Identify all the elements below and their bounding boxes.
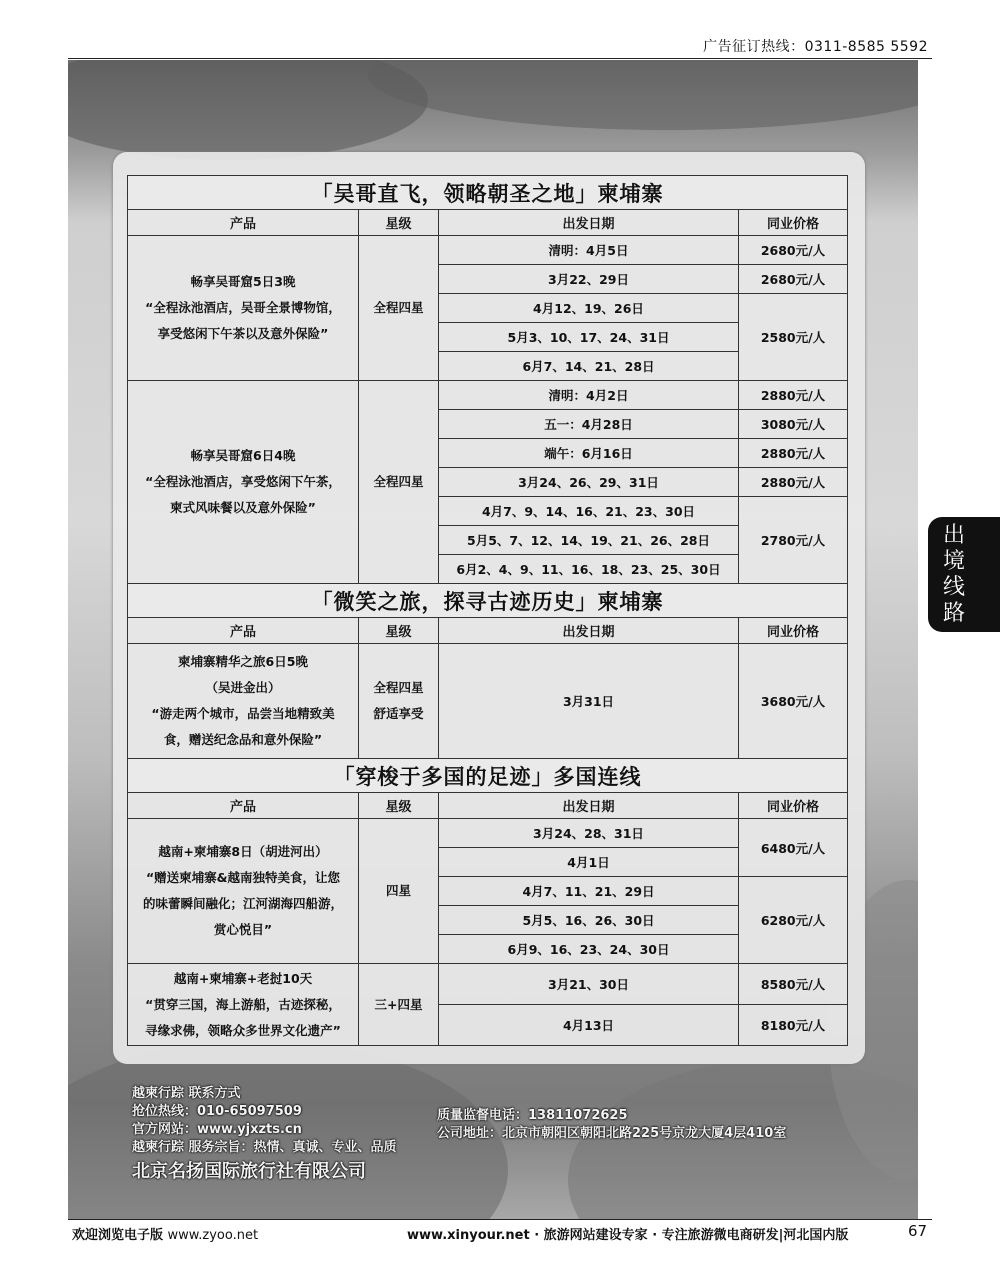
star-cell [359,236,439,381]
header-row [128,618,848,644]
contact-block-right [437,1107,786,1143]
cell-line: 四星 [385,883,411,898]
header-hotline: 广告征订热线：0311-8585 5592 [703,39,928,55]
quality-phone: 质量监督电话：13811072625 [437,1108,628,1123]
footer-left [72,1224,258,1243]
header-price: 同业价格 [739,210,848,236]
side-tab-label: 出境线路 [942,523,965,626]
date-cell: 5月5、16、26、30日 [439,906,739,935]
contact-website[interactable]: 官方网站：www.yjxzts.cn [132,1122,302,1137]
table-row [128,381,848,410]
header-price: 同业价格 [739,618,848,644]
date-cell: 3月24、28、31日 [439,819,739,848]
date-cell: 6月7、14、21、28日 [439,352,739,381]
star-cell [359,819,439,964]
cell-line: “赠送柬埔寨&越南独特美食，让您 [145,870,341,885]
price-cell: 2680元/人 [739,265,848,294]
date-cell: 3月31日 [439,644,739,759]
price-cell: 3080元/人 [739,410,848,439]
cell-line: 食，赠送纪念品和意外保险” [163,732,323,747]
product-cell [128,964,359,1046]
date-cell: 端午：6月16日 [439,439,739,468]
table-row [128,819,848,848]
header-product: 产品 [128,618,359,644]
date-cell: 4月7、11、21、29日 [439,877,739,906]
contact-block [132,1085,397,1181]
star-cell [359,644,439,759]
cell-line: 的味蕾瞬间融化；江河湖海四船游， [142,896,343,911]
date-cell: 5月5、7、12、14、19、21、26、28日 [439,526,739,555]
header-star: 星级 [359,618,439,644]
cell-line: 享受悠闲下午茶以及意外保险” [157,326,329,341]
cell-line: 越南+柬埔寨+老挝10天 [173,970,313,986]
header-date: 出发日期 [439,210,739,236]
section-title: 「穿梭于多国的足迹」多国连线 [128,759,848,793]
date-cell: 清明：4月5日 [439,236,739,265]
date-cell: 五一：4月28日 [439,410,739,439]
date-cell: 3月22、29日 [439,265,739,294]
table-row [128,644,848,759]
price-cell: 2880元/人 [739,468,848,497]
price-table [127,175,848,1046]
price-cell: 6280元/人 [739,877,848,964]
date-cell: 4月1日 [439,848,739,877]
price-cell: 2680元/人 [739,236,848,265]
contact-heading: 越柬行踪 联系方式 [132,1086,241,1101]
header-row [128,210,848,236]
header-star: 星级 [359,793,439,819]
footer-left-label: 欢迎浏览电子版 [72,1228,164,1243]
section-title-row [128,759,848,793]
cell-line: 柬式风味餐以及意外保险” [170,500,316,515]
section-title-row [128,176,848,210]
cell-line: 柬埔寨精华之旅6日5晚 [178,654,308,669]
footer-rule [68,1219,932,1220]
price-cell: 2780元/人 [739,497,848,584]
cell-line: 寻缘求佛，领略众多世界文化遗产” [145,1022,341,1038]
contact-hotline: 抢位热线：010-65097509 [132,1104,302,1119]
cell-line: “贯穿三国，海上游船，古迹探秘， [145,996,341,1012]
product-cell [128,381,359,584]
star-cell [359,381,439,584]
company-address: 公司地址：北京市朝阳区朝阳北路225号京龙大厦4层410室 [437,1126,787,1141]
header-star: 星级 [359,210,439,236]
price-cell: 2880元/人 [739,439,848,468]
product-cell [128,644,359,759]
header-date: 出发日期 [439,618,739,644]
contact-motto: 越柬行踪 服务宗旨：热情、真诚、专业、品质 [132,1140,397,1155]
price-cell: 2880元/人 [739,381,848,410]
date-cell: 3月24、26、29、31日 [439,468,739,497]
header-product: 产品 [128,210,359,236]
cell-line: 全程四星 [373,680,424,695]
section-title: 「微笑之旅，探寻古迹历史」柬埔寨 [128,584,848,618]
price-cell: 6480元/人 [739,819,848,877]
cell-line: 三+四星 [374,996,423,1012]
footer-right: www.xinyour.net · 旅游网站建设专家 · 专注旅游微电商研发|河北国内版 [407,1228,849,1243]
date-cell: 清明：4月2日 [439,381,739,410]
header-product: 产品 [128,793,359,819]
date-cell: 3月21、30日 [439,964,739,1005]
footer-left-url[interactable]: www.zyoo.net [167,1228,259,1243]
cell-line: “全程泳池酒店，吴哥全景博物馆， [145,300,341,315]
header-rule [68,58,932,59]
header-price: 同业价格 [739,793,848,819]
date-cell: 4月12、19、26日 [439,294,739,323]
company-name: 北京名扬国际旅行社有限公司 [132,1161,366,1182]
cell-line: “全程泳池酒店，享受悠闲下午茶， [145,474,341,489]
cell-line: 越南+柬埔寨8日（胡进河出） [158,844,328,859]
table-row [128,236,848,265]
table-row [128,964,848,1005]
date-cell: 5月3、10、17、24、31日 [439,323,739,352]
side-tab [928,517,1000,632]
date-cell: 4月7、9、14、16、21、23、30日 [439,497,739,526]
price-cell: 2580元/人 [739,294,848,381]
cell-line: （吴进金出） [205,680,281,695]
header-row [128,793,848,819]
date-cell: 6月9、16、23、24、30日 [439,935,739,964]
cell-line: 全程四星 [373,474,424,489]
cell-line: 全程四星 [373,300,424,315]
date-cell: 4月13日 [439,1005,739,1046]
cell-line: 赏心悦目” [213,922,273,937]
product-cell [128,236,359,381]
page-number: 67 [908,1222,928,1240]
price-cell: 8180元/人 [739,1005,848,1046]
date-cell: 6月2、4、9、11、16、18、23、25、30日 [439,555,739,584]
cell-line: 畅享吴哥窟6日4晚 [190,448,296,463]
cell-line: 畅享吴哥窟5日3晚 [190,274,296,289]
price-cell: 3680元/人 [739,644,848,759]
cell-line: “游走两个城市，品尝当地精致美 [151,706,335,721]
header-date: 出发日期 [439,793,739,819]
price-cell: 8580元/人 [739,964,848,1005]
section-title: 「吴哥直飞，领略朝圣之地」柬埔寨 [128,176,848,210]
cell-line: 舒适享受 [373,706,424,721]
section-title-row [128,584,848,618]
product-cell [128,819,359,964]
star-cell [359,964,439,1046]
